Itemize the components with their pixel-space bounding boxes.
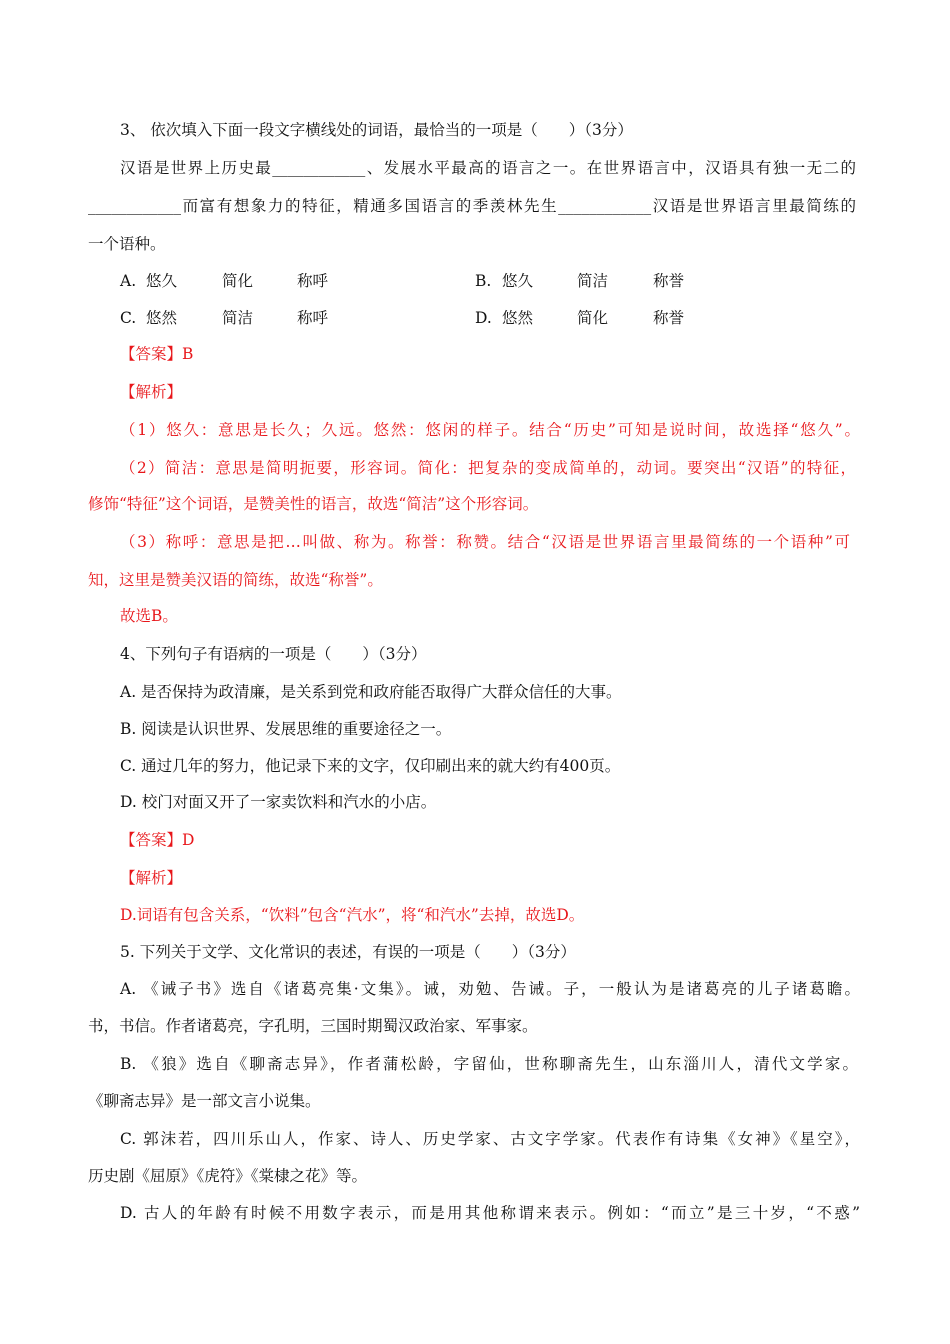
q5-option-c-line2: 历史剧《屈原》《虎符》《棠棣之花》等。 <box>88 1167 368 1185</box>
q5-option-c-line1: C. 郭沫若，四川乐山人，作家、诗人、历史学家、古文字学家。代表作有诗集《女神》《星空》， <box>120 1130 860 1148</box>
option-word: 称呼 <box>297 309 329 327</box>
option-word: 简洁 <box>577 272 609 290</box>
q4-analysis-tag: 【解析】 <box>120 869 183 887</box>
option-letter: B. <box>475 272 492 290</box>
q5-option-a-line1: A. 《诫子书》选自《诸葛亮集·文集》。诫，劝勉、告诫。子，一般认为是诸葛亮的儿子诸葛瞻。 <box>120 980 860 998</box>
q4-answer <box>120 830 194 850</box>
option-word: 称呼 <box>297 272 329 290</box>
option-word: 悠然 <box>146 309 178 327</box>
q3-analysis-p3a: （3）称呼：意思是把…叫做、称为。称誉：称赞。结合“汉语是世界语言里最简练的一个语种”可 <box>120 533 850 551</box>
q3-analysis-p4: 故选B。 <box>120 607 178 625</box>
q3-analysis-p2a: （2）简洁：意思是简明扼要，形容词。简化：把复杂的变成简单的，动词。要突出“汉语”的特征， <box>120 459 856 477</box>
q3-analysis-p1: （1）悠久：意思是长久；久远。悠然：悠闲的样子。结合“历史”可知是说时间，故选择“悠久”。 <box>120 421 860 439</box>
option-word: 称誉 <box>653 309 685 327</box>
option-word: 悠然 <box>502 309 534 327</box>
q3-passage-line1: 汉语是世界上历史最____________、发展水平最高的语言之一。在世界语言中，汉语具有独一无二的 <box>120 159 856 177</box>
option-letter: D. <box>475 309 492 327</box>
q3-analysis-p2b: 修饰“特征”这个词语，是赞美性的语言，故选“简洁”这个形容词。 <box>88 495 539 513</box>
option-word: 简化 <box>577 309 609 327</box>
option-word: 简化 <box>222 272 254 290</box>
q4-stem: 4、下列句子有语病的一项是（ ）（3分） <box>120 645 427 663</box>
q3-answer <box>120 344 193 364</box>
option-word: 简洁 <box>222 309 254 327</box>
answer-tag: 【答案】 <box>120 345 183 363</box>
q3-analysis-tag: 【解析】 <box>120 383 183 401</box>
q5-stem: 5. 下列关于文学、文化常识的表述，有误的一项是（ ）（3分） <box>120 943 576 961</box>
q3-passage-line3: 一个语种。 <box>88 235 166 253</box>
q5-option-d-line1: D. 古人的年龄有时候不用数字表示，而是用其他称谓来表示。例如：“而立”是三十岁，“不惑” <box>120 1204 860 1222</box>
q4-option-c: C. 通过几年的努力，他记录下来的文字，仅印刷出来的就大约有400页。 <box>120 757 621 775</box>
option-letter: C. <box>120 309 137 327</box>
answer-value: D <box>182 831 195 849</box>
q5-option-a-line2: 书，书信。作者诸葛亮，字孔明，三国时期蜀汉政治家、军事家。 <box>88 1017 538 1035</box>
q5-option-b-line1: B. 《狼》选自《聊斋志异》，作者蒲松龄，字留仙，世称聊斋先生，山东淄川人，清代文学家。 <box>120 1055 858 1073</box>
q3-stem: 3、 依次填入下面一段文字横线处的词语，最恰当的一项是（ ）（3分） <box>120 121 633 139</box>
option-word: 悠久 <box>502 272 534 290</box>
option-letter: A. <box>120 272 137 290</box>
q5-option-b-line2: 《聊斋志异》是一部文言小说集。 <box>88 1092 321 1110</box>
q4-option-d: D. 校门对面又开了一家卖饮料和汽水的小店。 <box>120 793 437 811</box>
option-word: 称誉 <box>653 272 685 290</box>
q4-option-b: B. 阅读是认识世界、发展思维的重要途径之一。 <box>120 720 452 738</box>
q4-option-a: A. 是否保持为政清廉，是关系到党和政府能否取得广大群众信任的大事。 <box>120 683 622 701</box>
answer-tag: 【答案】 <box>120 831 183 849</box>
q3-analysis-p3b: 知，这里是赞美汉语的简练，故选“称誉”。 <box>88 571 383 589</box>
option-word: 悠久 <box>146 272 178 290</box>
q4-analysis: D.词语有包含关系，“饮料”包含“汽水”，将“和汽水”去掉，故选D。 <box>120 906 585 924</box>
q3-passage-line2: ____________而富有想象力的特征，精通多国语言的季羡林先生____________汉语是世界语言里最简练的 <box>88 197 856 215</box>
answer-value: B <box>182 345 194 363</box>
